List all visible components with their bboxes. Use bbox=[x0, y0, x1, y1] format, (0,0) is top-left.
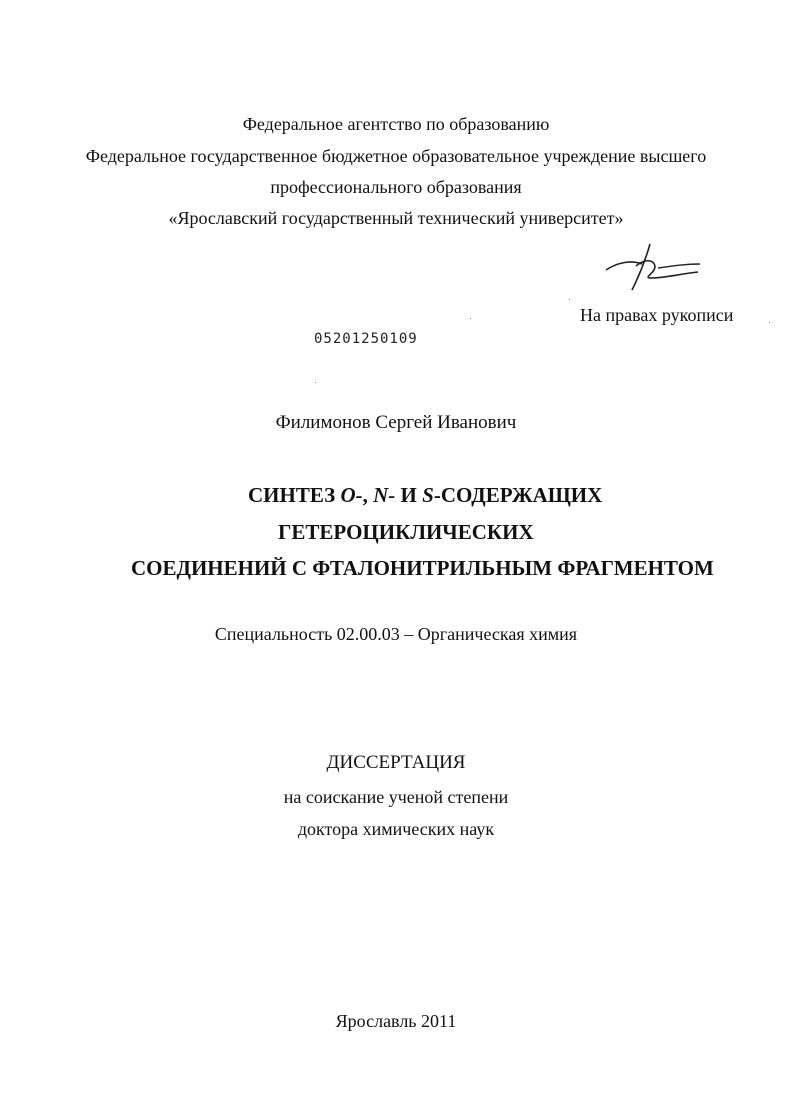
manuscript-note: На правах рукописи bbox=[580, 305, 734, 325]
title-line-3: СОЕДИНЕНИЙ С ФТАЛОНИТРИЛЬНЫМ ФРАГМЕНТОМ bbox=[131, 556, 714, 580]
title-italic-n: N- bbox=[373, 483, 396, 507]
institution-type-line2: профессионального образования bbox=[270, 177, 522, 197]
registration-number: 05201250109 bbox=[314, 331, 418, 347]
specialty: Специальность 02.00.03 – Органическая химия bbox=[214, 624, 578, 644]
degree-level: доктора химических наук bbox=[297, 819, 495, 839]
scan-speck bbox=[769, 322, 770, 323]
agency-name: Федеральное агентство по образованию bbox=[242, 114, 550, 134]
title-italic-o: O- bbox=[340, 483, 363, 507]
title-italic-s: S bbox=[422, 483, 434, 507]
institution-type-line1: Федеральное государственное бюджетное образовательное учреждение высшего bbox=[85, 146, 707, 166]
title-text: СИНТЕЗ bbox=[248, 483, 341, 507]
scan-speck bbox=[569, 299, 570, 300]
title-line-2: ГЕТЕРОЦИКЛИЧЕСКИХ bbox=[278, 520, 534, 544]
scan-speck bbox=[315, 382, 316, 383]
title-line-1 bbox=[248, 483, 602, 508]
place-year: Ярославль 2011 bbox=[335, 1011, 457, 1031]
title-text: , bbox=[362, 483, 374, 507]
scan-speck bbox=[470, 318, 471, 319]
signature-mark bbox=[598, 240, 708, 296]
title-text: -СОДЕРЖАЩИХ bbox=[433, 483, 603, 507]
dissertation-label: ДИССЕРТАЦИЯ bbox=[326, 752, 466, 773]
title-text: И bbox=[395, 483, 423, 507]
author-name: Филимонов Сергей Иванович bbox=[275, 412, 517, 433]
university-name: «Ярославский государственный технический университет» bbox=[168, 208, 624, 228]
degree-purpose: на соискание ученой степени bbox=[283, 787, 509, 807]
